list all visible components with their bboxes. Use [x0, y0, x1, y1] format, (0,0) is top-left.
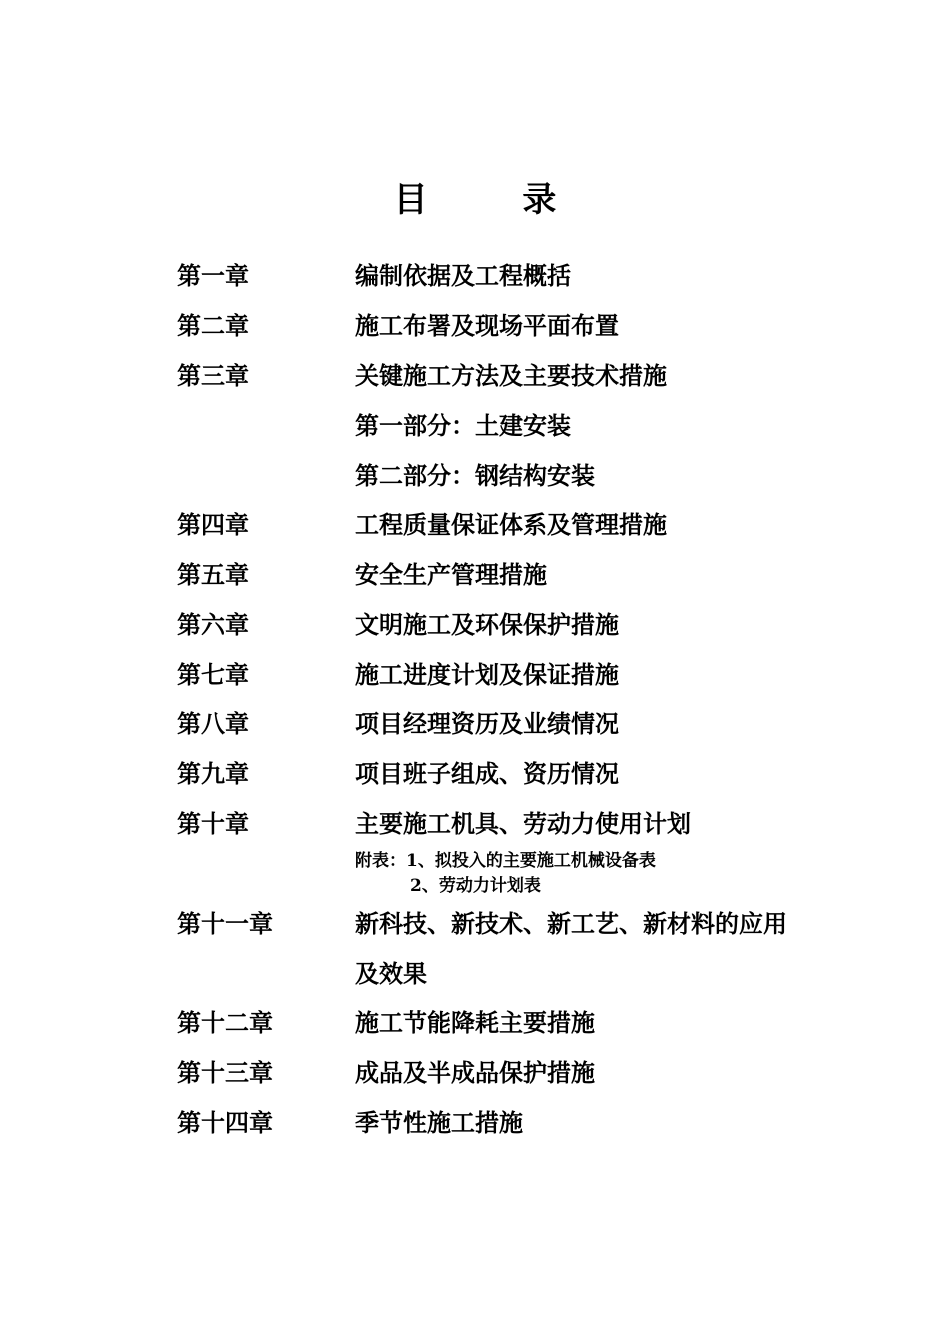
- appendix-line-1: 附表：1、拟投入的主要施工机械设备表: [355, 851, 656, 871]
- toc-entry: [0, 258, 950, 294]
- chapter-number: 第九章: [177, 759, 249, 788]
- toc-entry: [0, 1105, 950, 1141]
- toc-entry: [0, 906, 950, 942]
- chapter-number: 第五章: [177, 560, 249, 589]
- toc-entry: [0, 607, 950, 643]
- chapter-number: 第四章: [177, 510, 249, 539]
- section-title: 第二部分：钢结构安装: [355, 461, 595, 490]
- toc-subentry: [0, 408, 950, 444]
- chapter-number: 第八章: [177, 709, 249, 738]
- chapter-title-continued: 及效果: [355, 959, 427, 988]
- toc-entry: [0, 308, 950, 344]
- toc-entry: [0, 657, 950, 693]
- chapter-title: 成品及半成品保护措施: [355, 1058, 595, 1087]
- toc-subentry: [0, 458, 950, 494]
- chapter-number: 第七章: [177, 660, 249, 689]
- chapter-number: 第十章: [177, 809, 249, 838]
- toc-entry: [0, 358, 950, 394]
- section-title: 第一部分：土建安装: [355, 411, 571, 440]
- chapter-title: 关键施工方法及主要技术措施: [355, 361, 667, 390]
- toc-entry: [0, 706, 950, 742]
- chapter-title: 文明施工及环保保护措施: [355, 610, 619, 639]
- chapter-number: 第十一章: [177, 909, 273, 938]
- toc-entry: [0, 507, 950, 543]
- chapter-title: 新科技、新技术、新工艺、新材料的应用: [355, 909, 787, 938]
- chapter-title: 季节性施工措施: [355, 1108, 523, 1137]
- chapter-number: 第二章: [177, 311, 249, 340]
- chapter-number: 第十三章: [177, 1058, 273, 1087]
- chapter-title: 项目经理资历及业绩情况: [355, 709, 619, 738]
- chapter-title: 工程质量保证体系及管理措施: [355, 510, 667, 539]
- chapter-title: 项目班子组成、资历情况: [355, 759, 619, 788]
- toc-entry: [0, 1055, 950, 1091]
- toc-entry: [0, 557, 950, 593]
- chapter-title: 主要施工机具、劳动力使用计划: [355, 809, 691, 838]
- chapter-number: 第十四章: [177, 1108, 273, 1137]
- chapter-title: 安全生产管理措施: [355, 560, 547, 589]
- appendix-line-2: 2、劳动力计划表: [410, 876, 541, 896]
- chapter-title: 施工进度计划及保证措施: [355, 660, 619, 689]
- chapter-number: 第一章: [177, 261, 249, 290]
- chapter-title: 编制依据及工程概括: [355, 261, 571, 290]
- chapter-number: 第六章: [177, 610, 249, 639]
- page-title: 目 录: [393, 180, 557, 220]
- toc-entry: [0, 756, 950, 792]
- chapter-number: 第三章: [177, 361, 249, 390]
- toc-entry-continuation: [0, 956, 950, 992]
- chapter-number: 第十二章: [177, 1008, 273, 1037]
- chapter-title: 施工布署及现场平面布置: [355, 311, 619, 340]
- toc-entry: [0, 806, 950, 842]
- chapter-title: 施工节能降耗主要措施: [355, 1008, 595, 1037]
- toc-entry: [0, 1005, 950, 1041]
